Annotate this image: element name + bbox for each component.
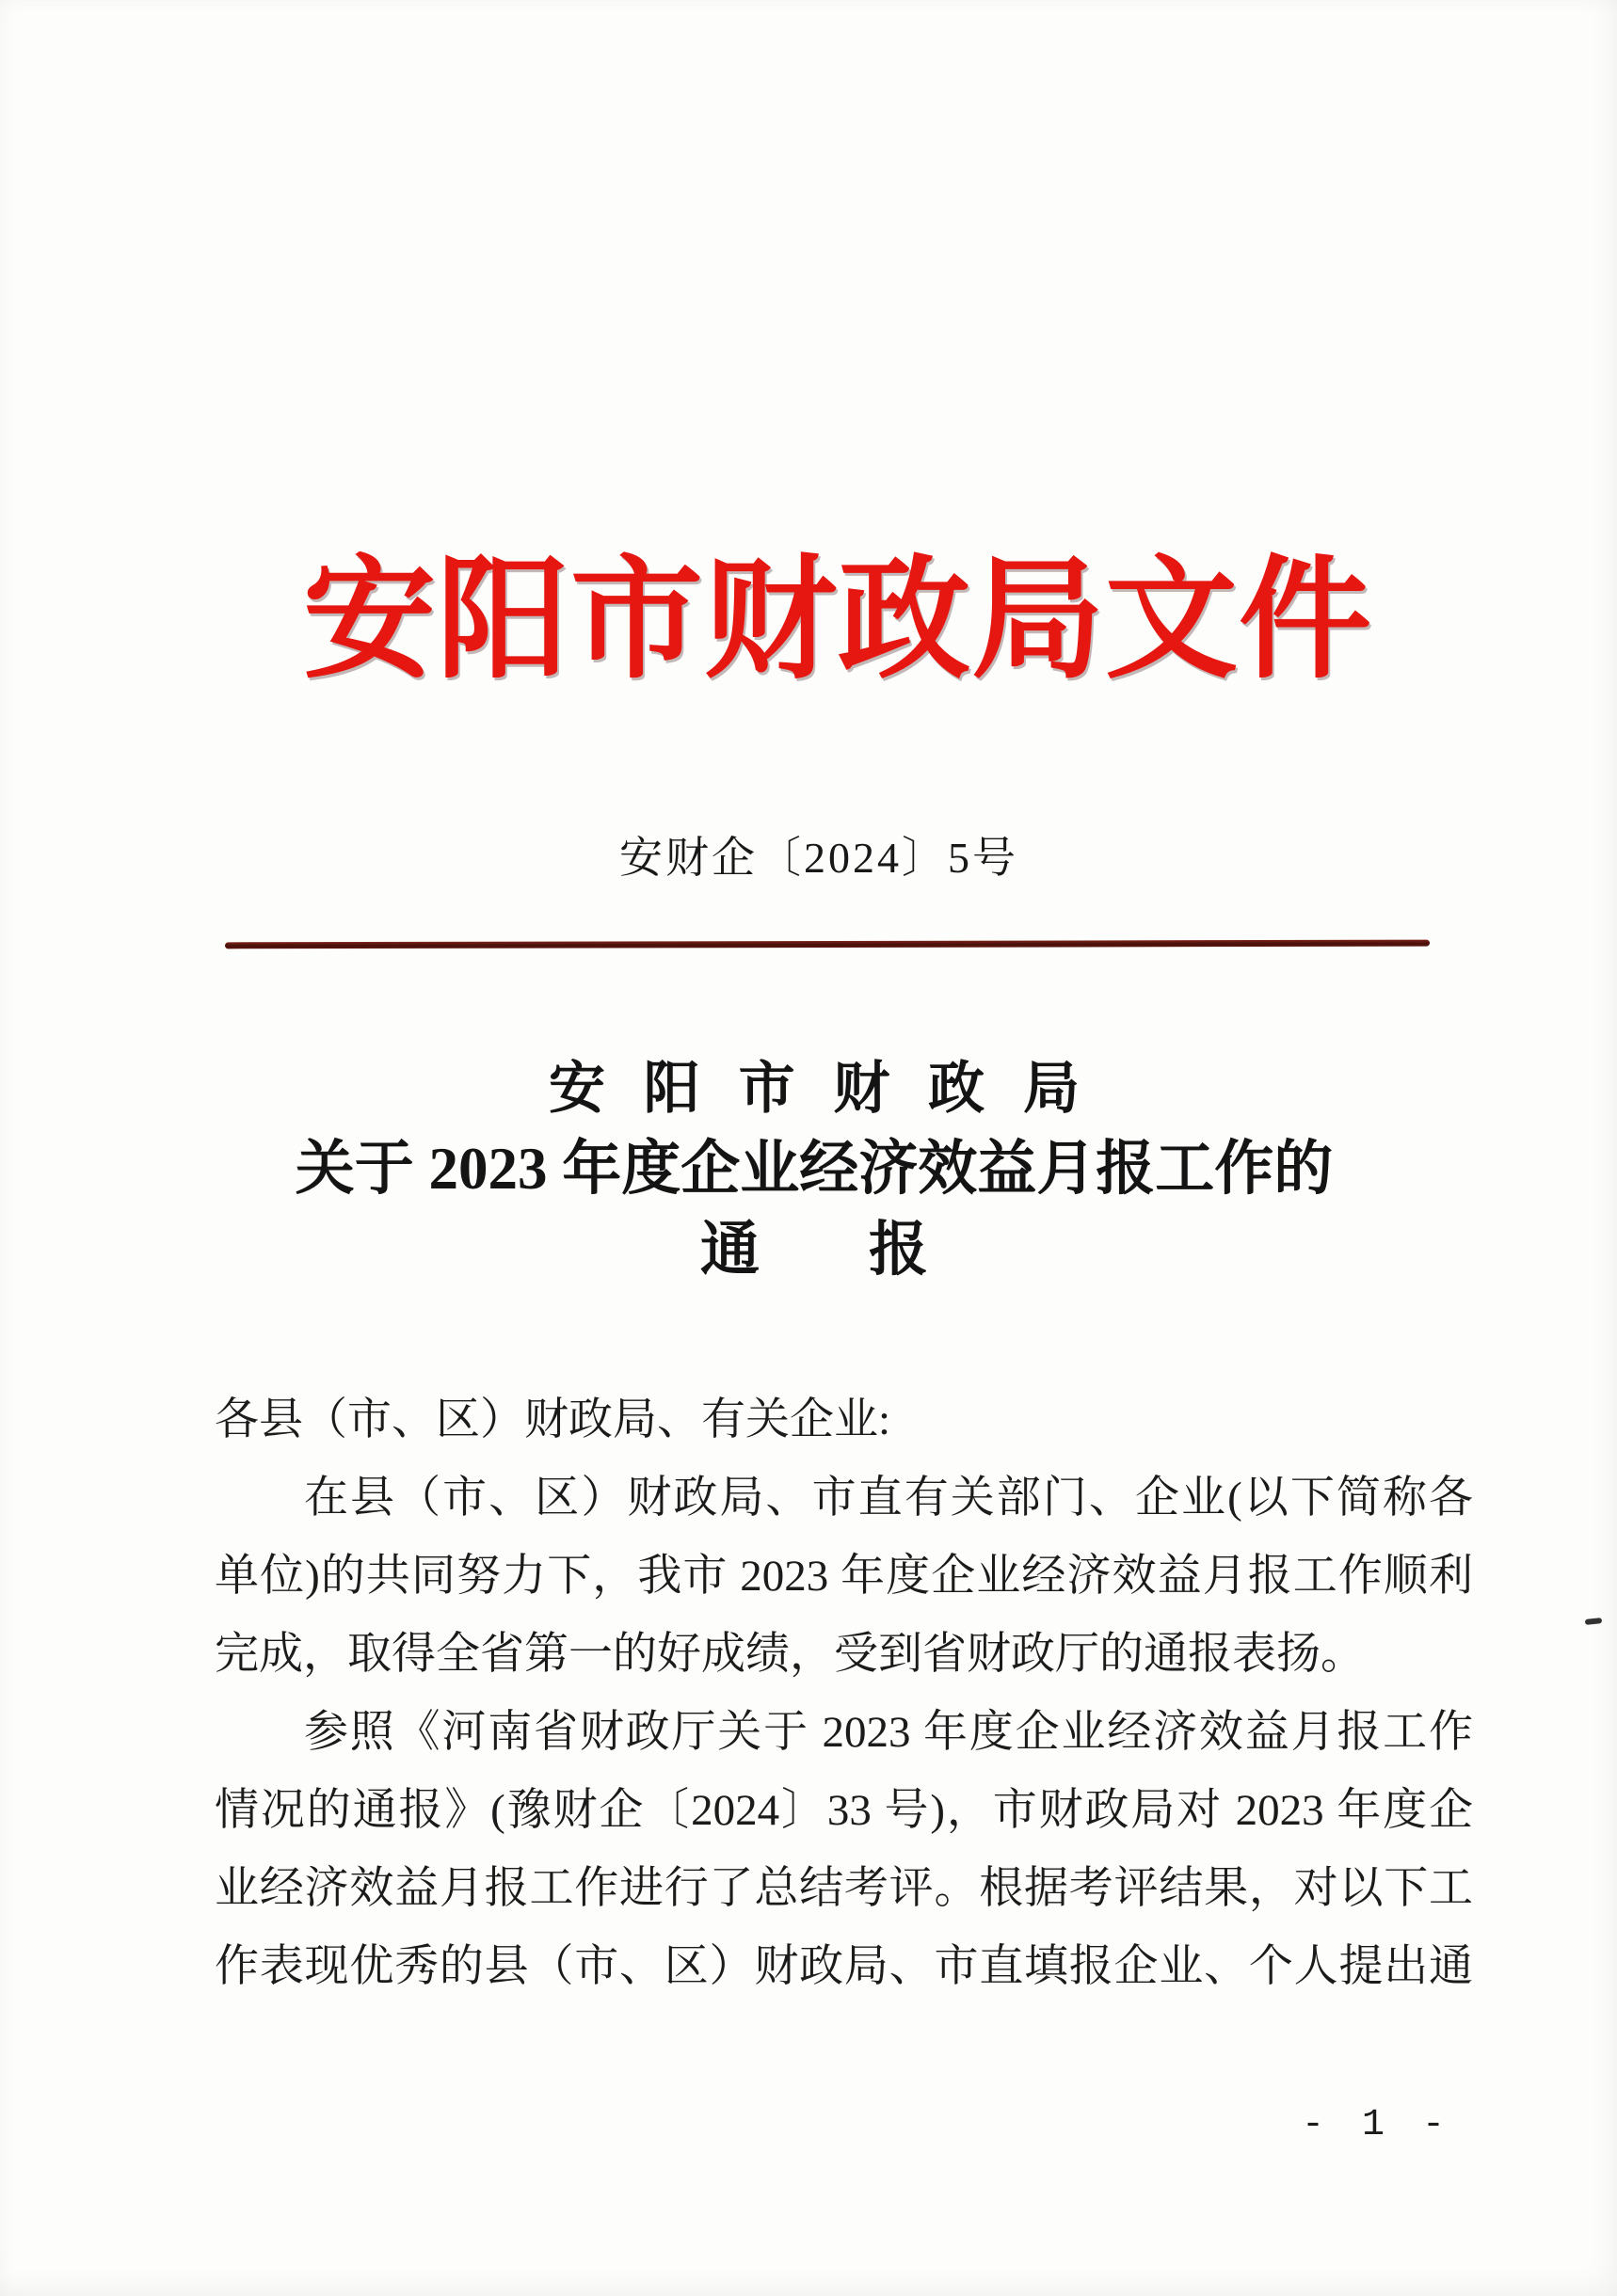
body-line: 单位)的共同努力下，我市 2023 年度企业经济效益月报工作顺利 bbox=[215, 1552, 1473, 1601]
scan-artifact-mark bbox=[1585, 1618, 1603, 1625]
title-subject-line: 关于 2023 年度企业经济效益月报工作的 bbox=[295, 1136, 1334, 1202]
title-notice-type bbox=[160, 1218, 1468, 1283]
body-line: 完成，取得全省第一的好成绩，受到省财政厅的通报表扬。 bbox=[215, 1630, 1365, 1679]
body-line: 在县（市、区）财政局、市直有关部门、企业(以下简称各 bbox=[304, 1474, 1473, 1523]
page-number: - 1 - bbox=[1302, 2104, 1453, 2146]
letterhead-title: 安阳市财政局文件 bbox=[302, 548, 1372, 694]
red-separator-line bbox=[225, 940, 1430, 949]
doc-number: 安财企〔2024〕5号 bbox=[619, 834, 1018, 882]
body-line: 参照《河南省财政厅关于 2023 年度企业经济效益月报工作 bbox=[304, 1708, 1473, 1757]
body-line: 作表现优秀的县（市、区）财政局、市直填报企业、个人提出通 bbox=[215, 1942, 1473, 1991]
title-org-line: 安阳市财政局 bbox=[548, 1058, 1118, 1120]
notice-type-char-left: 通 bbox=[700, 1217, 760, 1283]
body-line: 业经济效益月报工作进行了总结考评。根据考评结果，对以下工 bbox=[215, 1864, 1473, 1913]
salutation: 各县（市、区）财政局、有关企业: bbox=[215, 1395, 891, 1444]
notice-type-char-right: 报 bbox=[869, 1217, 928, 1283]
body-line: 情况的通报》(豫财企〔2024〕33 号)，市财政局对 2023 年度企 bbox=[215, 1786, 1473, 1835]
